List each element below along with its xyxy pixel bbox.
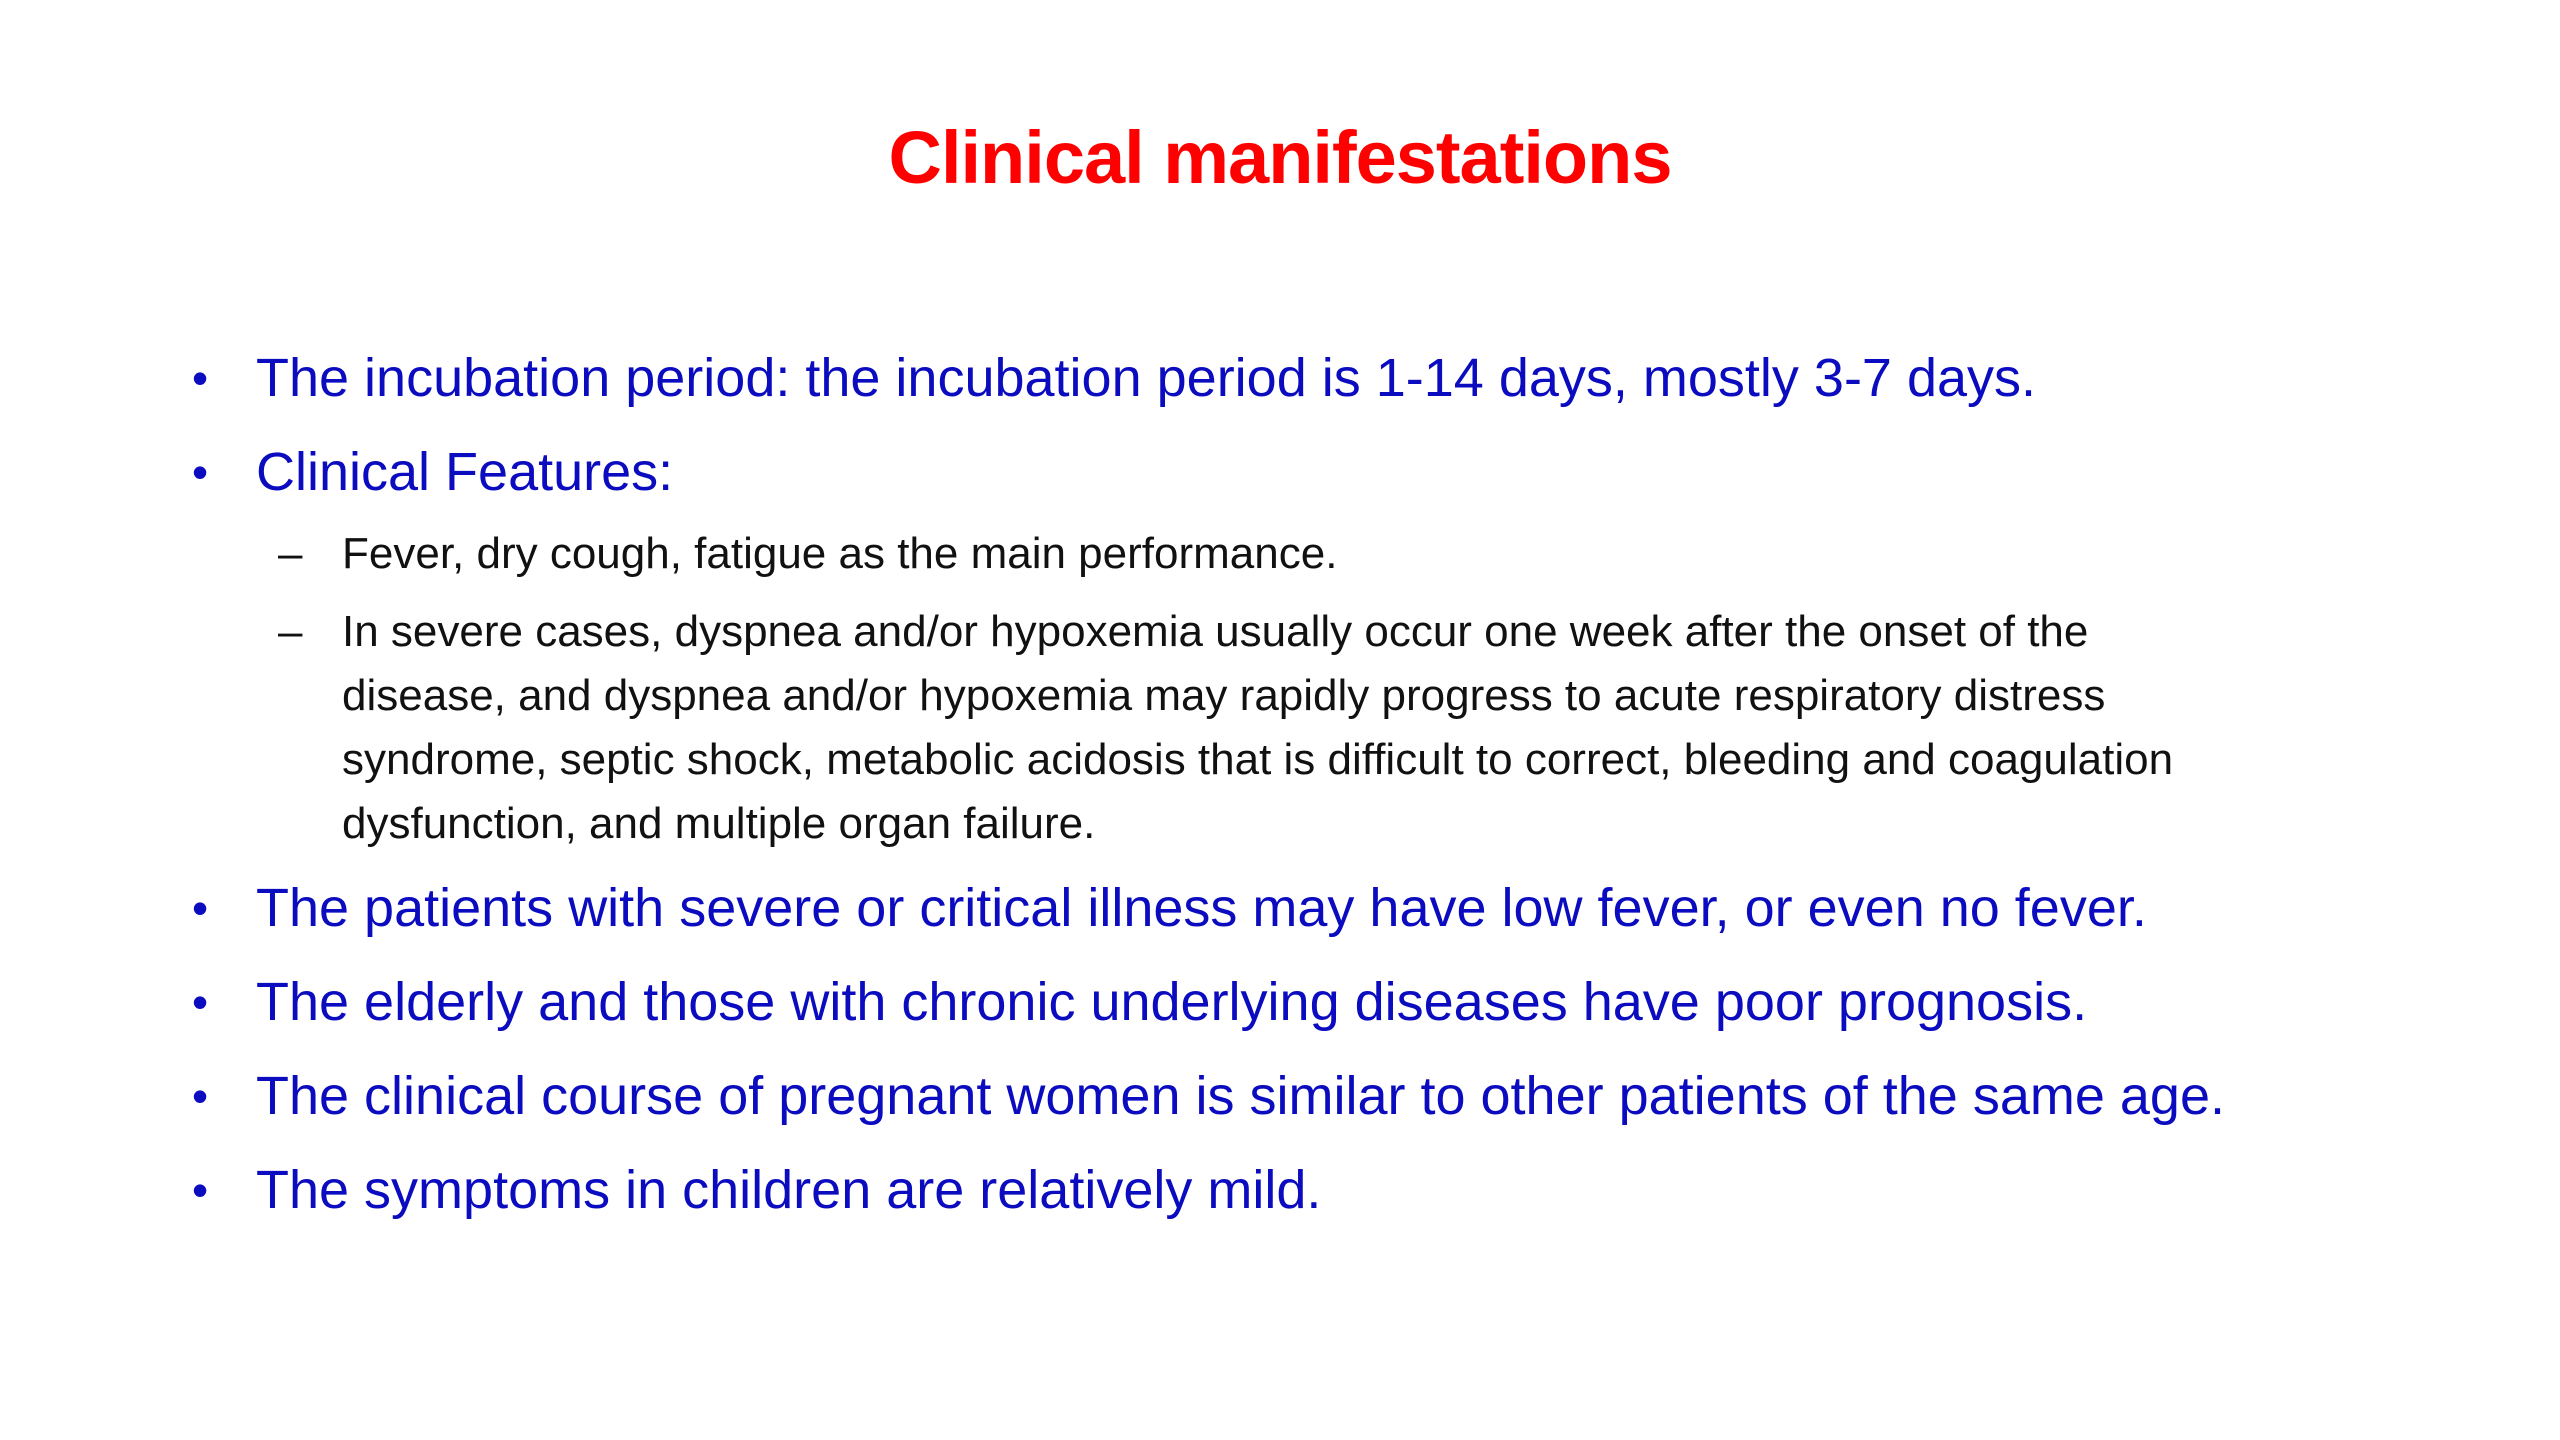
bullet-incubation-period [180, 340, 2440, 416]
bullet-marker: • [191, 1164, 209, 1216]
dash-marker: – [278, 607, 303, 656]
bullet-marker: • [191, 352, 209, 404]
sub-item-line: In severe cases, dyspnea and/or hypoxemia usually occur one week after the onset of the [342, 607, 2089, 656]
bullet-clinical-features [180, 434, 2440, 510]
sub-item-line: syndrome, septic shock, metabolic acidosis that is difficult to correct, bleeding and coagulation [342, 735, 2174, 784]
bullet-text: The patients with severe or critical illness may have low fever, or even no fever. [256, 878, 2147, 938]
slide-title: Clinical manifestations [888, 116, 1672, 199]
bullet-text: The symptoms in children are relatively mild. [256, 1160, 1322, 1220]
bullet-children-symptoms [180, 1152, 2440, 1228]
bullet-list [180, 340, 2440, 1246]
bullet-marker: • [191, 976, 209, 1028]
sub-item-severe-cases [180, 600, 2440, 856]
bullet-elderly-prognosis [180, 964, 2440, 1040]
sub-item-line: disease, and dyspnea and/or hypoxemia may rapidly progress to acute respiratory distress [342, 671, 2106, 720]
bullet-pregnant-women [180, 1058, 2440, 1134]
bullet-text: Clinical Features: [256, 442, 674, 502]
dash-marker: – [278, 529, 303, 578]
bullet-marker: • [191, 882, 209, 934]
bullet-text: The elderly and those with chronic underlying diseases have poor prognosis. [256, 972, 2088, 1032]
bullet-text: The clinical course of pregnant women is similar to other patients of the same age. [256, 1066, 2225, 1126]
bullet-marker: • [191, 446, 209, 498]
bullet-severe-illness-fever [180, 870, 2440, 946]
bullet-marker: • [191, 1070, 209, 1122]
bullet-text: The incubation period: the incubation period is 1-14 days, mostly 3-7 days. [256, 348, 2037, 408]
sub-item-line: Fever, dry cough, fatigue as the main performance. [342, 529, 1338, 578]
sub-item-line: dysfunction, and multiple organ failure. [342, 799, 1096, 848]
sub-item-main-symptoms [180, 522, 2440, 586]
sub-list [180, 522, 2440, 856]
